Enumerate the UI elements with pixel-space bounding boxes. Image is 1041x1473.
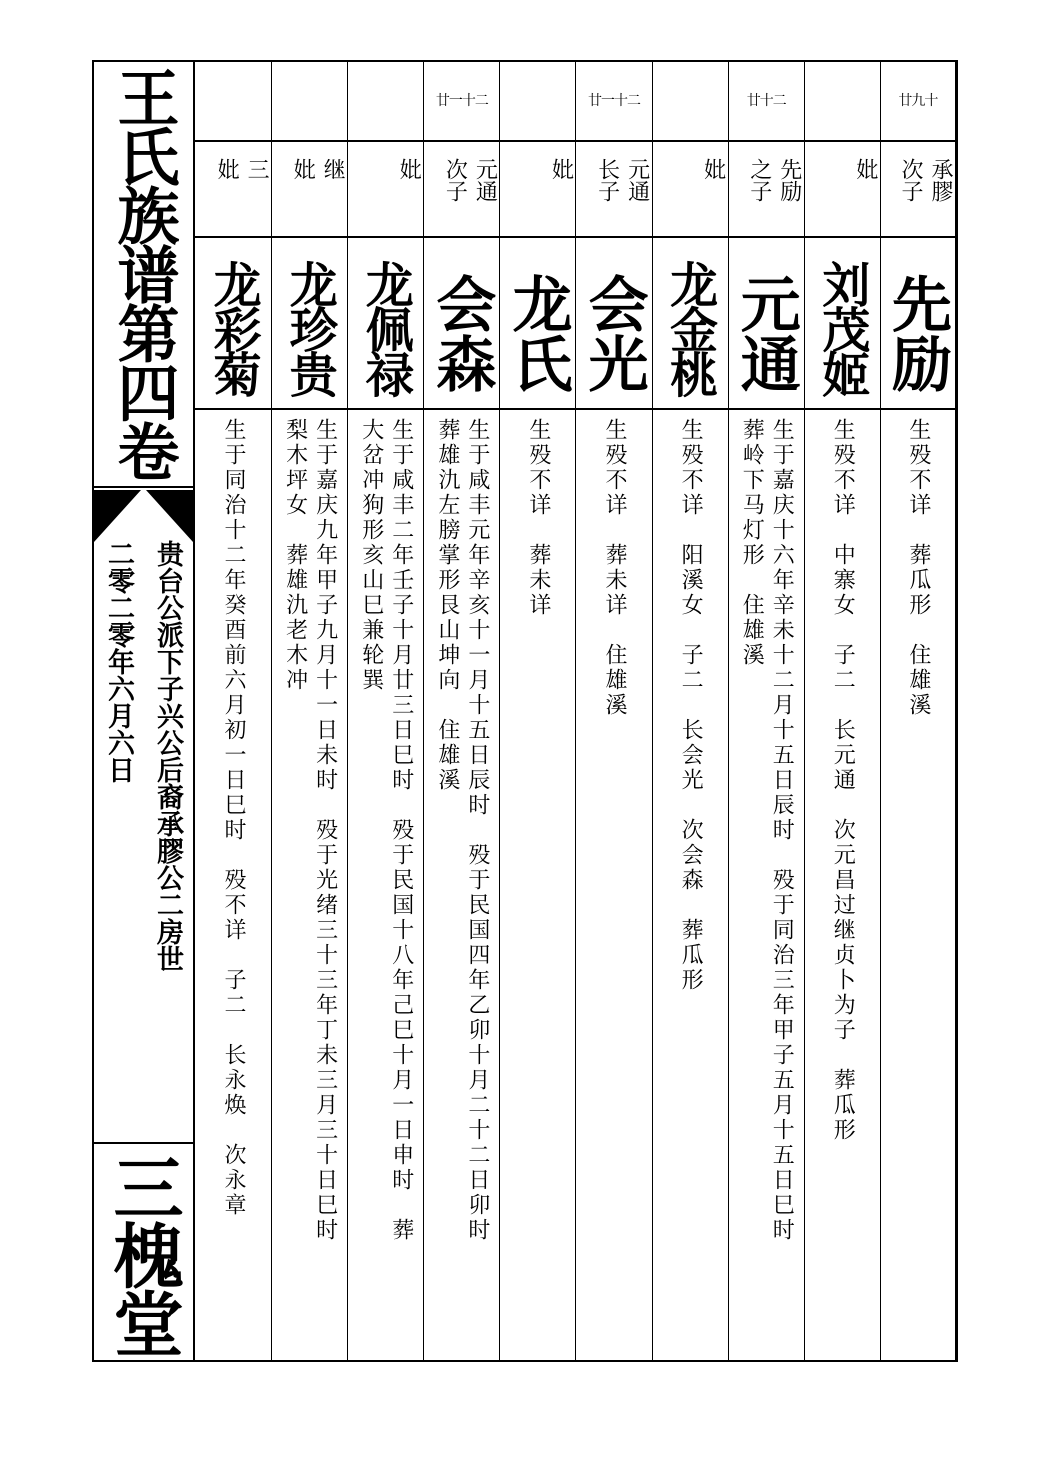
record-columns — [195, 62, 956, 1360]
divider — [805, 140, 880, 142]
bio-cell — [348, 418, 423, 1348]
person-name: 龙彩菊 — [205, 259, 262, 395]
person-name: 龙氏 — [502, 273, 573, 393]
fishtail-ornament-icon — [94, 490, 193, 542]
record-column — [271, 62, 347, 1360]
bio-cell — [881, 418, 955, 1348]
divider — [653, 236, 728, 238]
branch-lineage: 贵台公派下子兴公后裔承膠公二房世 — [152, 540, 183, 972]
relation-cell — [653, 158, 728, 230]
person-name: 元通 — [730, 273, 801, 393]
divider — [195, 236, 271, 238]
divider — [348, 236, 423, 238]
divider — [576, 236, 651, 238]
relation-label: 妣 — [852, 158, 878, 180]
bio-text: 生殁不详 葬瓜形 住雄溪 — [905, 418, 931, 718]
relation-cell — [805, 158, 880, 230]
person-name: 会森 — [426, 273, 497, 393]
relation-label: 承膠 次子 — [897, 158, 953, 202]
relation-cell — [195, 158, 271, 230]
relation-cell — [729, 158, 804, 230]
book-title: 王氏族谱第四卷 — [107, 66, 180, 479]
divider — [272, 408, 347, 410]
divider — [94, 1142, 193, 1144]
relation-cell — [272, 158, 347, 230]
person-name: 龙金桃 — [661, 259, 718, 395]
relation-cell — [348, 158, 423, 230]
relation-label: 继 妣 — [290, 158, 346, 180]
relation-label: 妣 — [548, 158, 574, 180]
divider — [94, 486, 193, 488]
bio-cell — [500, 418, 575, 1348]
generation-label: 廿一十二 — [588, 93, 641, 109]
bio-text: 生于咸丰二年壬子十月廿三日巳时 殁于民国十八年己巳十月一日申时 葬 大岔冲狗形亥山巳兼轮巽 — [358, 418, 414, 1243]
bio-cell — [576, 418, 651, 1348]
divider — [881, 236, 955, 238]
bio-cell — [805, 418, 880, 1348]
divider — [424, 140, 499, 142]
bio-text: 生于咸丰元年辛亥十一月十五日辰时 殁于民国四年乙卯十月二十二日卯时 葬雄氿左膀掌形艮山坤向 住雄溪 — [434, 418, 490, 1243]
bio-text: 生殁不详 葬未详 — [525, 418, 551, 618]
bio-text: 生于嘉庆九年甲子九月十一日未时 殁于光绪三十三年丁未三月三十日巳时 梨木坪女 葬雄氿老木冲 — [282, 418, 338, 1243]
record-column — [728, 62, 804, 1360]
divider — [348, 408, 423, 410]
divider — [500, 236, 575, 238]
record-column — [880, 62, 956, 1360]
record-column — [499, 62, 575, 1360]
bio-cell — [729, 418, 804, 1348]
divider — [424, 236, 499, 238]
divider — [500, 140, 575, 142]
record-column — [347, 62, 423, 1360]
bio-text: 生殁不详 中寨女 子二 长元通 次元昌过继贞卜为子 葬瓜形 — [830, 418, 856, 1143]
divider — [881, 140, 955, 142]
person-name: 会光 — [578, 273, 649, 393]
compile-date: 二零二零年六月六日 — [103, 540, 134, 783]
relation-cell — [576, 158, 651, 230]
person-name: 刘茂姬 — [813, 259, 870, 395]
divider — [805, 236, 880, 238]
divider — [729, 236, 804, 238]
divider — [424, 408, 499, 410]
left-spine — [94, 62, 195, 1360]
generation-label: 廿十二 — [746, 93, 786, 109]
divider — [348, 140, 423, 142]
relation-cell — [500, 158, 575, 230]
bio-text: 生殁不详 阳溪女 子二 长会光 次会森 葬瓜形 — [678, 418, 704, 993]
genealogy-page-frame — [92, 60, 958, 1362]
relation-label: 妣 — [700, 158, 726, 180]
divider — [653, 408, 728, 410]
divider — [500, 408, 575, 410]
relation-cell — [424, 158, 499, 230]
divider — [729, 140, 804, 142]
relation-label: 先励 之子 — [746, 158, 802, 202]
bio-text: 生于嘉庆十六年辛未十二月十五日辰时 殁于同治三年甲子五月十五日巳时 葬岭下马灯形 住雄溪 — [739, 418, 795, 1243]
relation-label: 元通 次子 — [442, 158, 498, 202]
record-column — [804, 62, 880, 1360]
record-column — [195, 62, 271, 1360]
relation-label: 三 妣 — [214, 158, 270, 180]
divider — [576, 140, 651, 142]
bio-cell — [195, 418, 271, 1348]
person-name: 龙珍贵 — [281, 259, 338, 395]
record-column — [423, 62, 499, 1360]
divider — [576, 408, 651, 410]
divider — [729, 408, 804, 410]
record-column — [575, 62, 651, 1360]
divider — [272, 236, 347, 238]
bio-text: 生殁不详 葬未详 住雄溪 — [602, 418, 628, 718]
person-name: 先励 — [881, 273, 952, 393]
divider — [653, 140, 728, 142]
divider — [272, 140, 347, 142]
relation-cell — [881, 158, 955, 230]
bio-cell — [272, 418, 347, 1348]
record-column — [652, 62, 728, 1360]
divider — [195, 408, 271, 410]
divider — [881, 408, 955, 410]
generation-label: 廿九十 — [898, 93, 938, 109]
bio-cell — [424, 418, 499, 1348]
divider — [805, 408, 880, 410]
hall-name: 三槐堂 — [102, 1152, 185, 1356]
relation-label: 妣 — [396, 158, 422, 180]
relation-label: 元通 长子 — [594, 158, 650, 202]
generation-label: 廿一十二 — [435, 93, 488, 109]
bio-cell — [653, 418, 728, 1348]
divider — [195, 140, 271, 142]
person-name: 龙佩禄 — [357, 259, 414, 395]
bio-text: 生于同治十二年癸酉前六月初一日巳时 殁不详 子二 长永焕 次永章 — [221, 418, 247, 1218]
